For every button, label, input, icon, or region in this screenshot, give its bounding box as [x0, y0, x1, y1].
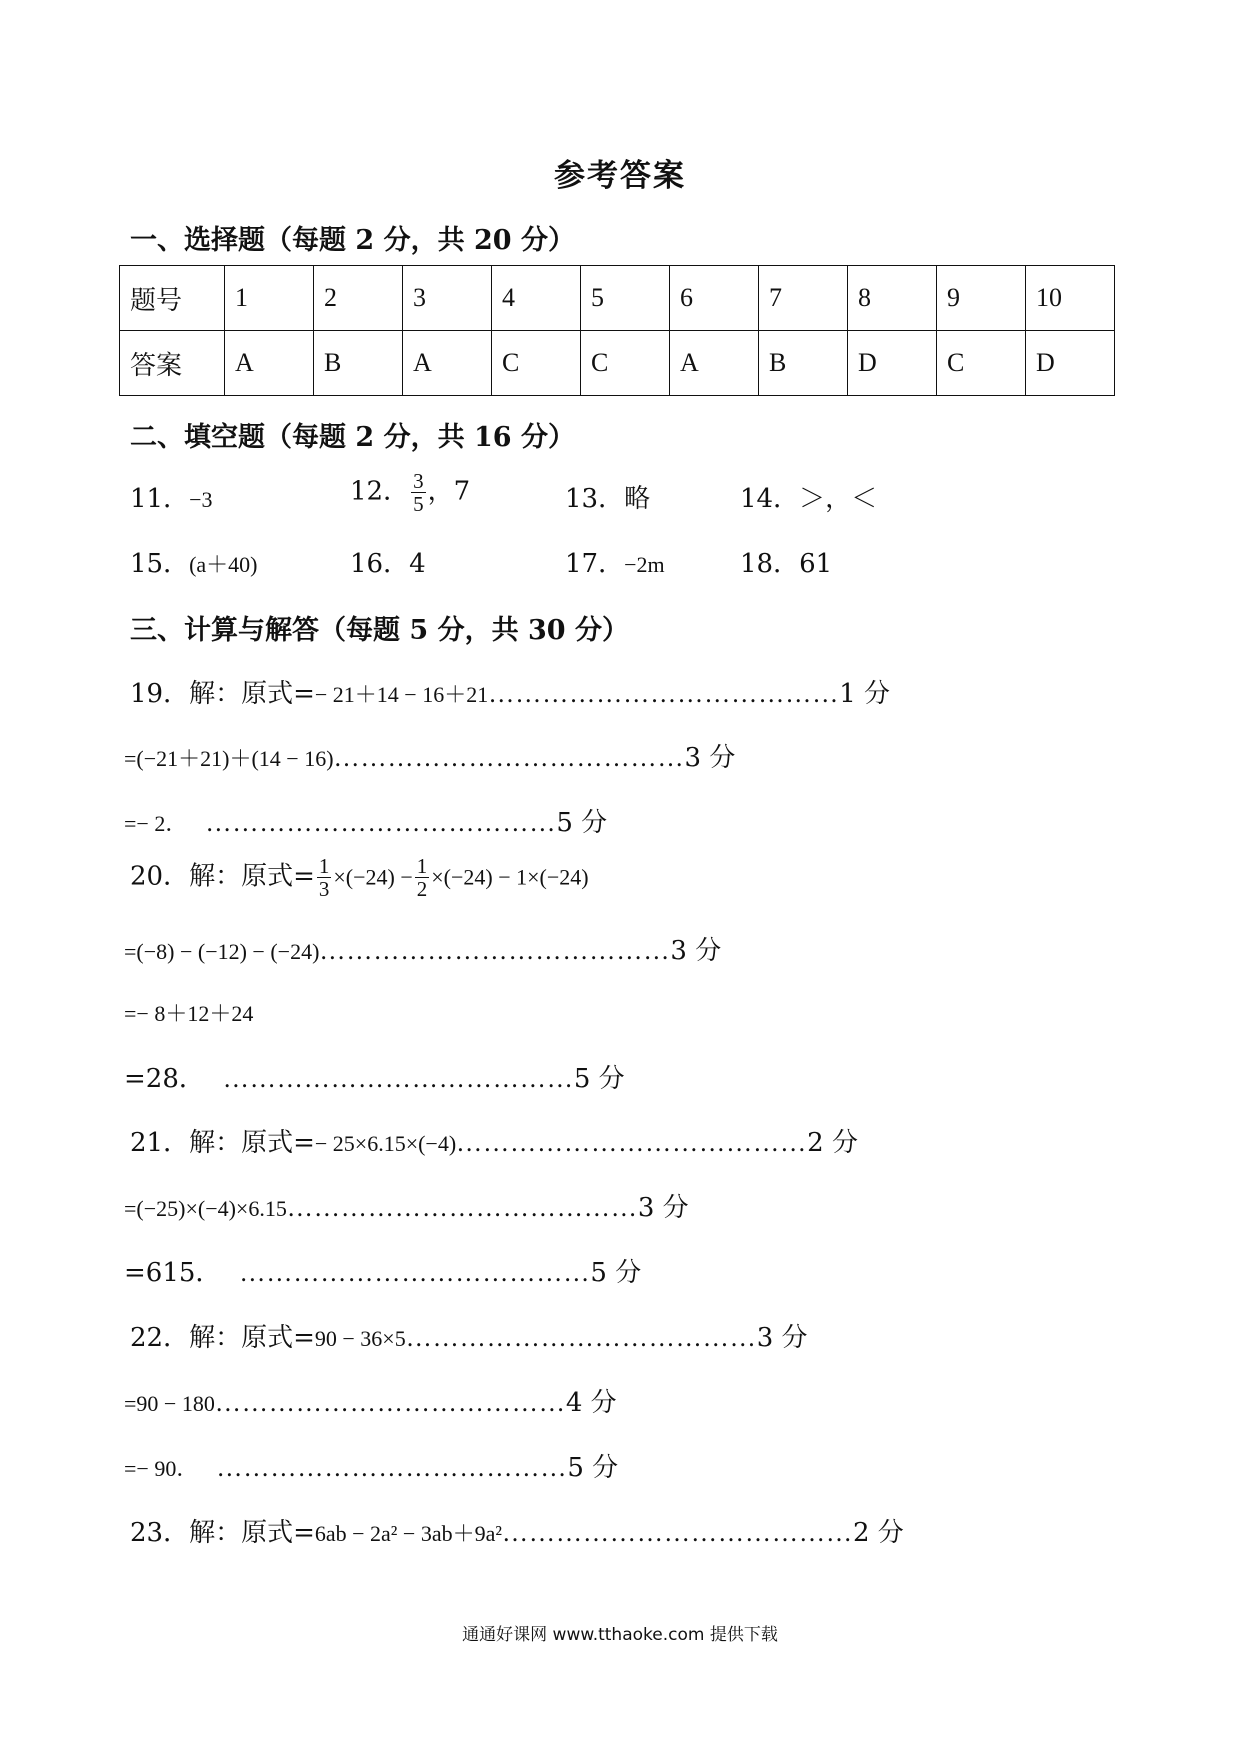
solution-line: 19．解：原式=− 21＋14 − 16＋21…………………………………1 分 [130, 679, 891, 709]
table-cell: C [937, 331, 1026, 396]
section-heading-choice: 一、选择题（每题 2 分，共 20 分） [130, 225, 575, 256]
table-cell: 1 [225, 266, 314, 331]
table-row [120, 331, 1115, 396]
table-cell: 答案 [120, 331, 225, 396]
item-number: 13． [565, 484, 625, 514]
table-cell: 题号 [120, 266, 225, 331]
item-number: 11． [130, 484, 190, 514]
solution-line: =(−25)×(−4)×6.15…………………………………3 分 [124, 1193, 689, 1223]
item-answer: ＞，＜ [799, 484, 878, 514]
table-cell: A [403, 331, 492, 396]
item-number: 12． [350, 476, 410, 507]
table-cell: 2 [314, 266, 403, 331]
fill-item-16 [350, 543, 426, 580]
solution-line: =90 − 180…………………………………4 分 [124, 1388, 617, 1418]
table-cell: 8 [848, 266, 937, 331]
table-cell: 10 [1026, 266, 1115, 331]
table-row [120, 266, 1115, 331]
table-cell: A [225, 331, 314, 396]
solution-line: 20．解：原式= $\frac{1}{3}$ ×(−24) − $\frac{1}{2}$ ×(−24) − 1×(−24) [130, 854, 589, 902]
solution-line: =− 8＋12＋24 [124, 1001, 254, 1026]
section-heading-fill: 二、填空题（每题 2 分，共 16 分） [130, 422, 575, 453]
solution-line: =(−21＋21)＋(14 − 16)…………………………………3 分 [124, 743, 736, 773]
fill-item-17 [565, 543, 665, 580]
table-cell: 4 [492, 266, 581, 331]
table-cell: 9 [937, 266, 1026, 331]
answer-table [119, 265, 1115, 396]
solution-line: =28． …………………………………5 分 [124, 1064, 625, 1094]
table-cell: D [848, 331, 937, 396]
table-cell: 6 [670, 266, 759, 331]
fraction: $\frac{1}{3}$ [318, 854, 330, 902]
item-number: 15． [130, 549, 190, 579]
solution-line: 23．解：原式=6ab − 2a² − 3ab＋9a²…………………………………2 分 [130, 1518, 904, 1548]
table-cell: B [759, 331, 848, 396]
fill-item-14 [740, 478, 877, 515]
item-answer: 61 [799, 549, 833, 579]
table-cell: C [581, 331, 670, 396]
table-cell: 5 [581, 266, 670, 331]
table-cell: C [492, 331, 581, 396]
item-answer: 略 [624, 484, 651, 514]
solution-line: 22．解：原式=90 − 36×5…………………………………3 分 [130, 1323, 808, 1353]
fill-item-18 [740, 543, 832, 580]
table-cell: A [670, 331, 759, 396]
solution-line: =− 90． …………………………………5 分 [124, 1453, 619, 1483]
table-cell: 7 [759, 266, 848, 331]
section-heading-calc: 三、计算与解答（每题 5 分，共 30 分） [130, 615, 629, 646]
item-answer: −2m [624, 552, 665, 577]
fill-item-12 [350, 470, 470, 515]
fraction: $\frac{3}{5}$ [413, 469, 424, 517]
fill-item-15 [130, 543, 258, 580]
item-number: 18． [740, 549, 800, 579]
page-footer: 通通好课网 www.tthaoke.com 提供下载 [462, 1625, 778, 1645]
item-answer: 4 [409, 549, 426, 579]
item-number: 14． [740, 484, 800, 514]
item-answer: (a＋40) [189, 552, 258, 577]
item-number: 17． [565, 549, 625, 579]
fraction: $\frac{1}{2}$ [416, 854, 428, 902]
solution-line: =615． …………………………………5 分 [124, 1258, 642, 1288]
item-answer: ，7 [427, 476, 471, 507]
page-title: 参考答案 [554, 158, 686, 194]
fill-item-13 [565, 478, 650, 515]
solution-line: 21．解：原式=− 25×6.15×(−4)…………………………………2 分 [130, 1128, 858, 1158]
table-cell: B [314, 331, 403, 396]
item-answer: −3 [189, 487, 213, 512]
item-number: 16． [350, 549, 410, 579]
table-cell: 3 [403, 266, 492, 331]
solution-line: =− 2． …………………………………5 分 [124, 808, 608, 838]
fill-item-11 [130, 478, 213, 515]
solution-line: =(−8) − (−12) − (−24)…………………………………3 分 [124, 936, 722, 966]
table-cell: D [1026, 331, 1115, 396]
